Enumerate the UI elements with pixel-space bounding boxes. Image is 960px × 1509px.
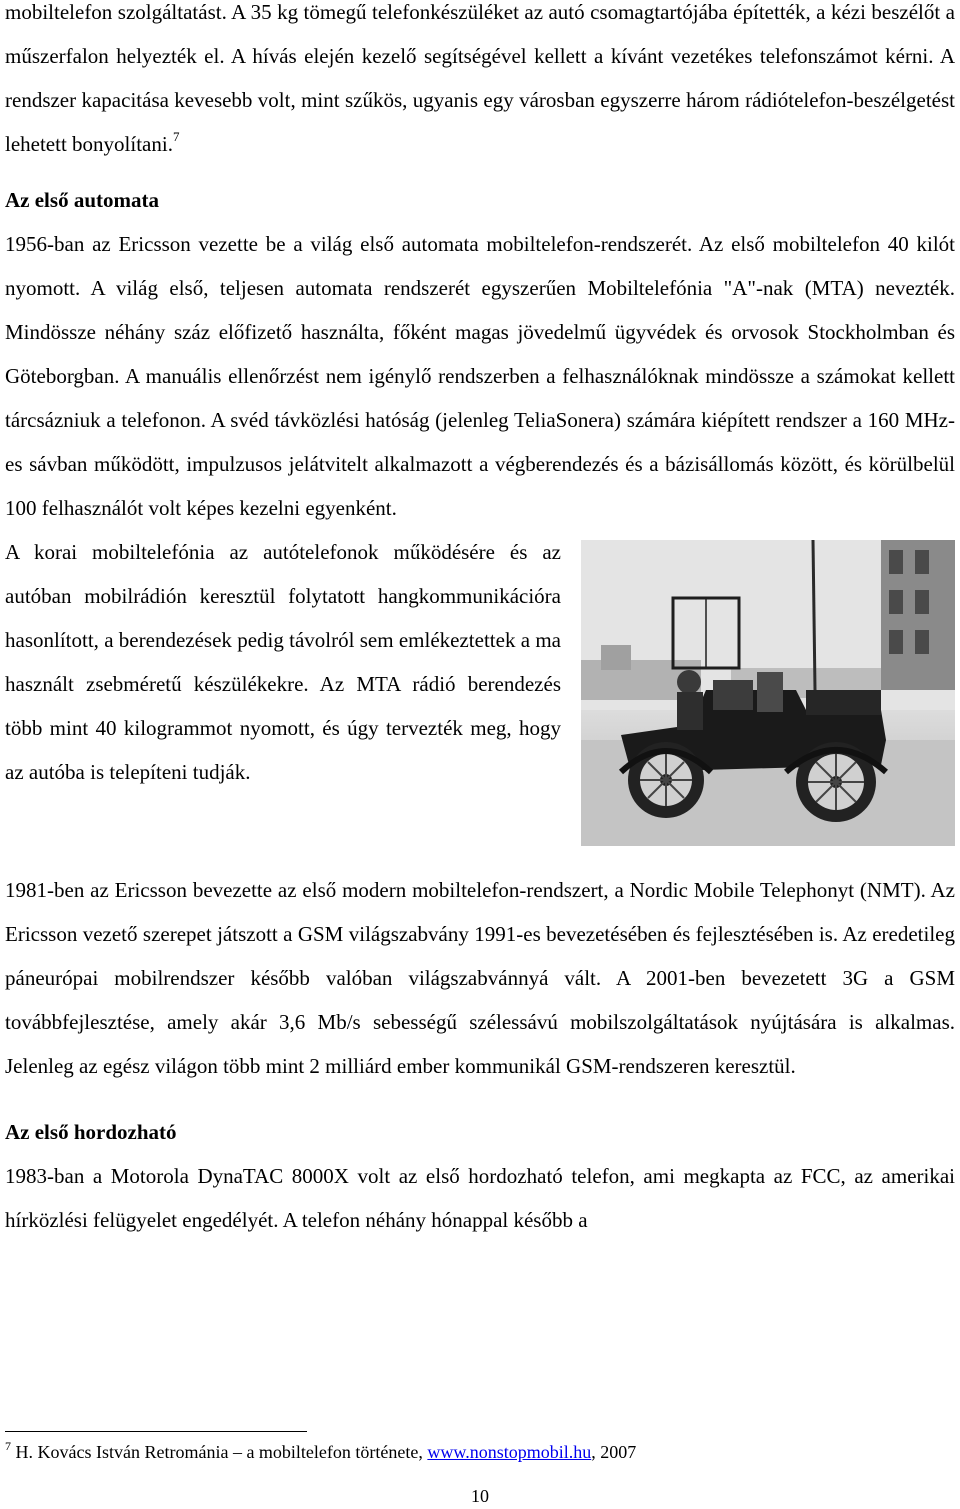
section-paragraph-mta: 1956-ban az Ericsson vezette be a világ első automata mobiltelefon-rendszerét. Az első mobiltelefon 40 kilót nyomott. A világ első, teljesen automata rendszerét egyszerűen Mobiltelefónia "A"-nak (MTA) nevezték. Mindössze néhány száz előfizető használta, főként magas jövedelmű ügyvédek és orvosok Stockholmban és Göteborgban. A manuális ellenőrzést nem igénylő rendszerben a felhasználóknak mindössze a számokat kellett tárcsázniuk a telefonon. A svéd távközlési hatóság (jelenleg TeliaSonera) számára kiépített rendszer a 160 MHz-es sávban működött, impulzusos jelátvitelt alkalmazott a végberendezés és a bázisállomás között, és körülbelül 100 felhasználót volt képes kezelni egyenként. (5, 232, 955, 520)
text-with-figure (5, 530, 955, 846)
car-photo-illustration (581, 540, 955, 846)
footnote-text: H. Kovács István Retrománia – a mobiltelefon története, (15, 1442, 428, 1462)
section-heading-first-portable: Az első hordozható (5, 1120, 177, 1144)
footnote-reference[interactable]: 7 (172, 129, 180, 144)
intro-paragraph: mobiltelefon szolgáltatást. A 35 kg tömegű telefonkészüléket az autó csomagtartójába építették, a kézi beszélőt a műszerfalon helyezték el. A hívás elején kezelő segítségével kellett a kívánt vezetékes telefonszámot kérni. A rendszer kapacitása kevesebb volt, mint szűkös, ugyanis egy városban egyszerre három rádiótelefon-beszélgetést lehetett bonyolítani.$^7$ (5, 0, 955, 156)
historic-car-radiotelephone-photo (581, 540, 955, 846)
footnote-number: 7 (5, 1439, 11, 1453)
footnote-link[interactable]: www.nonstopmobil.hu (427, 1442, 592, 1462)
footnote (5, 1440, 636, 1464)
page-number: 10 (471, 1486, 489, 1506)
footnote-suffix: , 2007 (591, 1442, 637, 1462)
footnote-separator (5, 1431, 307, 1432)
section-paragraph-dynatac: 1983-ban a Motorola DynaTAC 8000X volt az első hordozható telefon, ami megkapta az FCC, az amerikai hírközlési felügyelet engedélyét. A telefon néhány hónappal később a (5, 1164, 955, 1232)
paragraph-nmt-gsm: 1981-ben az Ericsson bevezette az első modern mobiltelefon-rendszert, a Nordic Mobile Telephonyt (NMT). Az Ericsson vezető szerepet játszott a GSM világszabvány 1991-es bevezetésében és fejlesztésében is. Az eredetileg páneurópai mobilrendszer később valóban világszabvánnyá vált. A 2001-ben bevezetett 3G a GSM továbbfejlesztése, amely akár 3,6 Mb/s sebességű szélessávú mobilszolgáltatások nyújtására is alkalmas. Jelenleg az egész világon több mint 2 milliárd ember kommunikál GSM-rendszeren keresztül. (5, 878, 955, 1078)
section-heading-first-automatic: Az első automata (5, 188, 159, 212)
wrapped-paragraph: A korai mobiltelefónia az autótelefonok működésére és az autóban mobilrádión keresztül folytatott hangkommunikációra hasonlított, a berendezések pedig távolról sem emlékeztettek a ma használt zsebméretű készülékekre. Az MTA rádió berendezés több mint 40 kilogrammot nyomott, és úgy tervezték meg, hogy az autóba is telepíteni tudják. (5, 540, 561, 784)
document-page (5, 0, 955, 1242)
